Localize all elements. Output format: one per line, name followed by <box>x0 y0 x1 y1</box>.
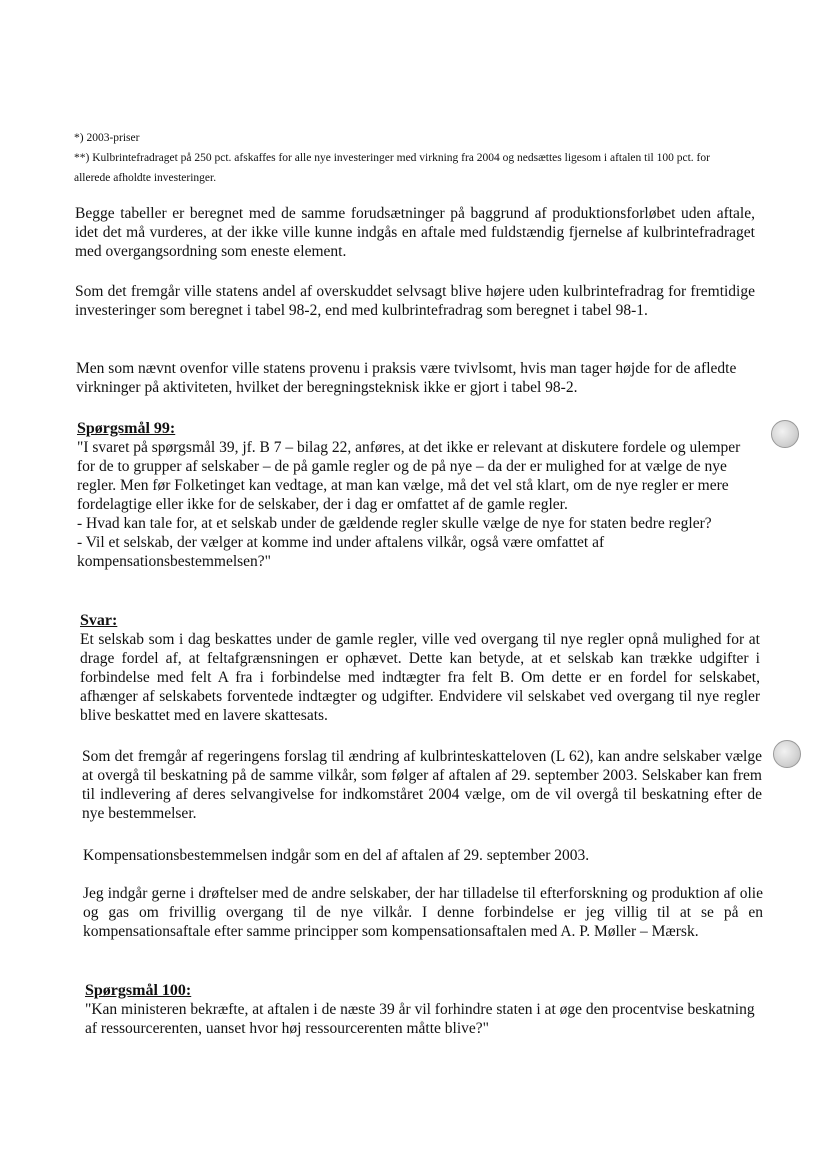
answer-paragraph-1: Et selskab som i dag beskattes under de gamle regler, ville ved overgang til nye regler opnå mulighed for at drage fordel af, at feltafgrænsningen er ophævet. Dette kan betyde, at et selskab kan trække udgifter i forbindelse med felt A fra i forbindelse med indtægter fra felt B. Om dette er en fordel for selskabet, afhænger af selskabets forventede indtægter og udgifter. Endvidere vil selskabet ved overgang til nye regler blive beskattet med en lavere skattesats. <box>80 631 760 724</box>
answer-heading: Svar: <box>80 612 118 629</box>
question-99-heading: Spørgsmål 99: <box>77 420 176 437</box>
answer-section <box>80 611 760 725</box>
question-100-section <box>85 981 765 1038</box>
answer-paragraph-3: Kompensationsbestemmelsen indgår som en del af aftalen af 29. september 2003. <box>83 847 590 864</box>
answer-paragraph-4: Jeg indgår gerne i drøftelser med de andre selskaber, der har tilladelse til efterforskning og produktion af olie og gas om frivillig overgang til de nye vilkår. I denne forbindelse er jeg villig til at se på en kompensationsaftale efter samme principper som kompensationsaftalen med A. P. Møller – Mærsk. <box>83 885 763 940</box>
footnotes <box>74 128 734 188</box>
question-100-heading: Spørgsmål 100: <box>85 982 192 999</box>
paragraph-tables: Begge tabeller er beregnet med de samme forudsætninger på baggrund af produktionsforløbet uden aftale, idet det må vurderes, at der ikke ville kunne indgås en aftale med fuldstændig fjernelse af kulbrintefradraget med overgangsordning som eneste element. <box>75 205 755 260</box>
punch-hole-bottom <box>773 740 801 768</box>
footnote-1: *) 2003-priser <box>74 132 140 144</box>
question-100-text: "Kan ministeren bekræfte, at aftalen i de næste 39 år vil forhindre staten i at øge den procentvise beskatning af ressourcerenten, uanset hvor høj ressourcerenten måtte blive?" <box>85 1001 755 1037</box>
paragraph-provenue: Men som nævnt ovenfor ville statens provenu i praksis være tvivlsomt, hvis man tager højde for de afledte virkninger på aktiviteten, hvilket der beregningsteknisk ikke er gjort i tabel 98-2. <box>76 360 737 396</box>
footnote-2: **) Kulbrintefradraget på 250 pct. afskaffes for alle nye investeringer med virkning fra 2004 og nedsættes ligesom i aftalen til 100 pct. for allerede afholdte investeringer. <box>74 152 710 184</box>
punch-hole-top <box>771 420 799 448</box>
question-99-section <box>77 419 759 571</box>
paragraph-state-share: Som det fremgår ville statens andel af overskuddet selvsagt blive højere uden kulbrintefradrag for fremtidige investeringer som beregnet i tabel 98-2, end med kulbrintefradrag som beregnet i tabel 98-1. <box>75 283 755 319</box>
question-99-bullet-2: - Vil et selskab, der vælger at komme ind under aftalens vilkår, også være omfattet af kompensationsbestemmelsen?" <box>77 534 605 570</box>
question-99-text: "I svaret på spørgsmål 39, jf. B 7 – bilag 22, anføres, at det ikke er relevant at diskutere fordele og ulemper for de to grupper af selskaber – de på gamle regler og de på nye – da der er mulighed for at vælge de nye regler. Men før Folketinget kan vedtage, at man kan vælge, må det vel stå klart, om de nye regler er mere fordelagtige eller ikke for de selskaber, der i dag er omfattet af de gamle regler. <box>77 439 741 513</box>
question-99-bullet-1: - Hvad kan tale for, at et selskab under de gældende regler skulle vælge de nye for staten bedre regler? <box>77 515 712 532</box>
answer-paragraph-2: Som det fremgår af regeringens forslag til ændring af kulbrinteskatteloven (L 62), kan andre selskaber vælge at overgå til beskatning på de samme vilkår, som følger af aftalen af 29. september 2003. Selskaber kan frem til indlevering af deres selvangivelse for indkomståret 2004 vælge, om de vil overgå til beskatning efter de nye bestemmelser. <box>82 748 762 822</box>
